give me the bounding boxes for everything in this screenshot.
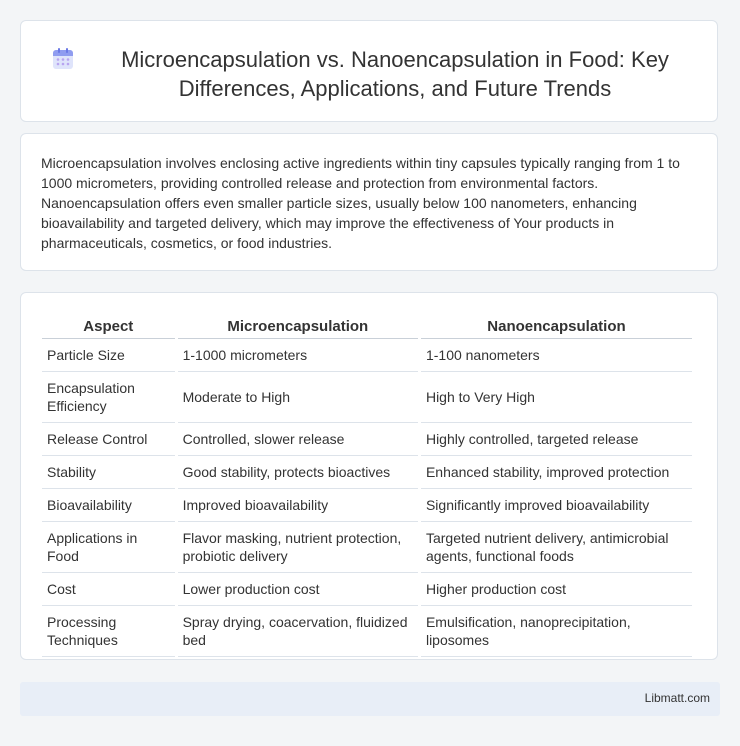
table-row	[42, 489, 692, 522]
table-row	[42, 423, 692, 456]
table-row	[42, 573, 692, 606]
row-micro-value: Improved bioavailability	[178, 489, 418, 522]
row-nano-value: 1-100 nanometers	[421, 339, 692, 372]
row-aspect: Release Control	[42, 423, 175, 456]
row-nano-value: High to Very High	[421, 372, 692, 423]
calendar-icon	[51, 47, 75, 71]
column-header-nanoencapsulation: Nanoencapsulation	[421, 313, 692, 339]
row-micro-value: Lower production cost	[178, 573, 418, 606]
row-aspect: Stability	[42, 456, 175, 489]
row-nano-value: Highly controlled, targeted release	[421, 423, 692, 456]
row-nano-value: Emulsification, nanoprecipitation, liposomes	[421, 606, 692, 657]
row-aspect: Processing Techniques	[42, 606, 175, 657]
table-row	[42, 339, 692, 372]
row-micro-value: Moderate to High	[178, 372, 418, 423]
row-micro-value: Flavor masking, nutrient protection, probiotic delivery	[178, 522, 418, 573]
table-row	[42, 456, 692, 489]
title-wrap	[51, 45, 697, 103]
row-aspect: Applications in Food	[42, 522, 175, 573]
column-header-aspect: Aspect	[42, 313, 175, 339]
footer-site-link[interactable]: Libmatt.com	[644, 691, 710, 705]
table-header-row	[42, 313, 692, 339]
table-row	[42, 522, 692, 573]
row-micro-value: Controlled, slower release	[178, 423, 418, 456]
row-aspect: Particle Size	[42, 339, 175, 372]
row-nano-value: Enhanced stability, improved protection	[421, 456, 692, 489]
column-header-microencapsulation: Microencapsulation	[178, 313, 418, 339]
row-nano-value: Targeted nutrient delivery, antimicrobial agents, functional foods	[421, 522, 692, 573]
table-row	[42, 606, 692, 657]
table-row	[42, 372, 692, 423]
row-aspect: Encapsulation Efficiency	[42, 372, 175, 423]
comparison-table	[39, 313, 695, 657]
row-aspect: Cost	[42, 573, 175, 606]
row-nano-value: Significantly improved bioavailability	[421, 489, 692, 522]
row-micro-value: Good stability, protects bioactives	[178, 456, 418, 489]
intro-card	[20, 133, 718, 271]
row-nano-value: Higher production cost	[421, 573, 692, 606]
table-card	[20, 292, 718, 660]
intro-paragraph: Microencapsulation involves enclosing active ingredients within tiny capsules typically ranging from 1 to 1000 micrometers, providing controlled release and protection from environmental factors. Nanoencapsulation offers even smaller particle sizes, usually below 100 nanometers, enhancing bioavailability and targeted delivery, which may improve the effectiveness of Your products in pharmaceuticals, cosmetics, or food industries.	[41, 155, 680, 251]
page-title: Microencapsulation vs. Nanoencapsulation in Food: Key Differences, Applications, and Future Trends	[121, 47, 669, 101]
row-micro-value: Spray drying, coacervation, fluidized bed	[178, 606, 418, 657]
row-aspect: Bioavailability	[42, 489, 175, 522]
title-card	[20, 20, 718, 122]
row-micro-value: 1-1000 micrometers	[178, 339, 418, 372]
footer-bar	[20, 682, 720, 716]
